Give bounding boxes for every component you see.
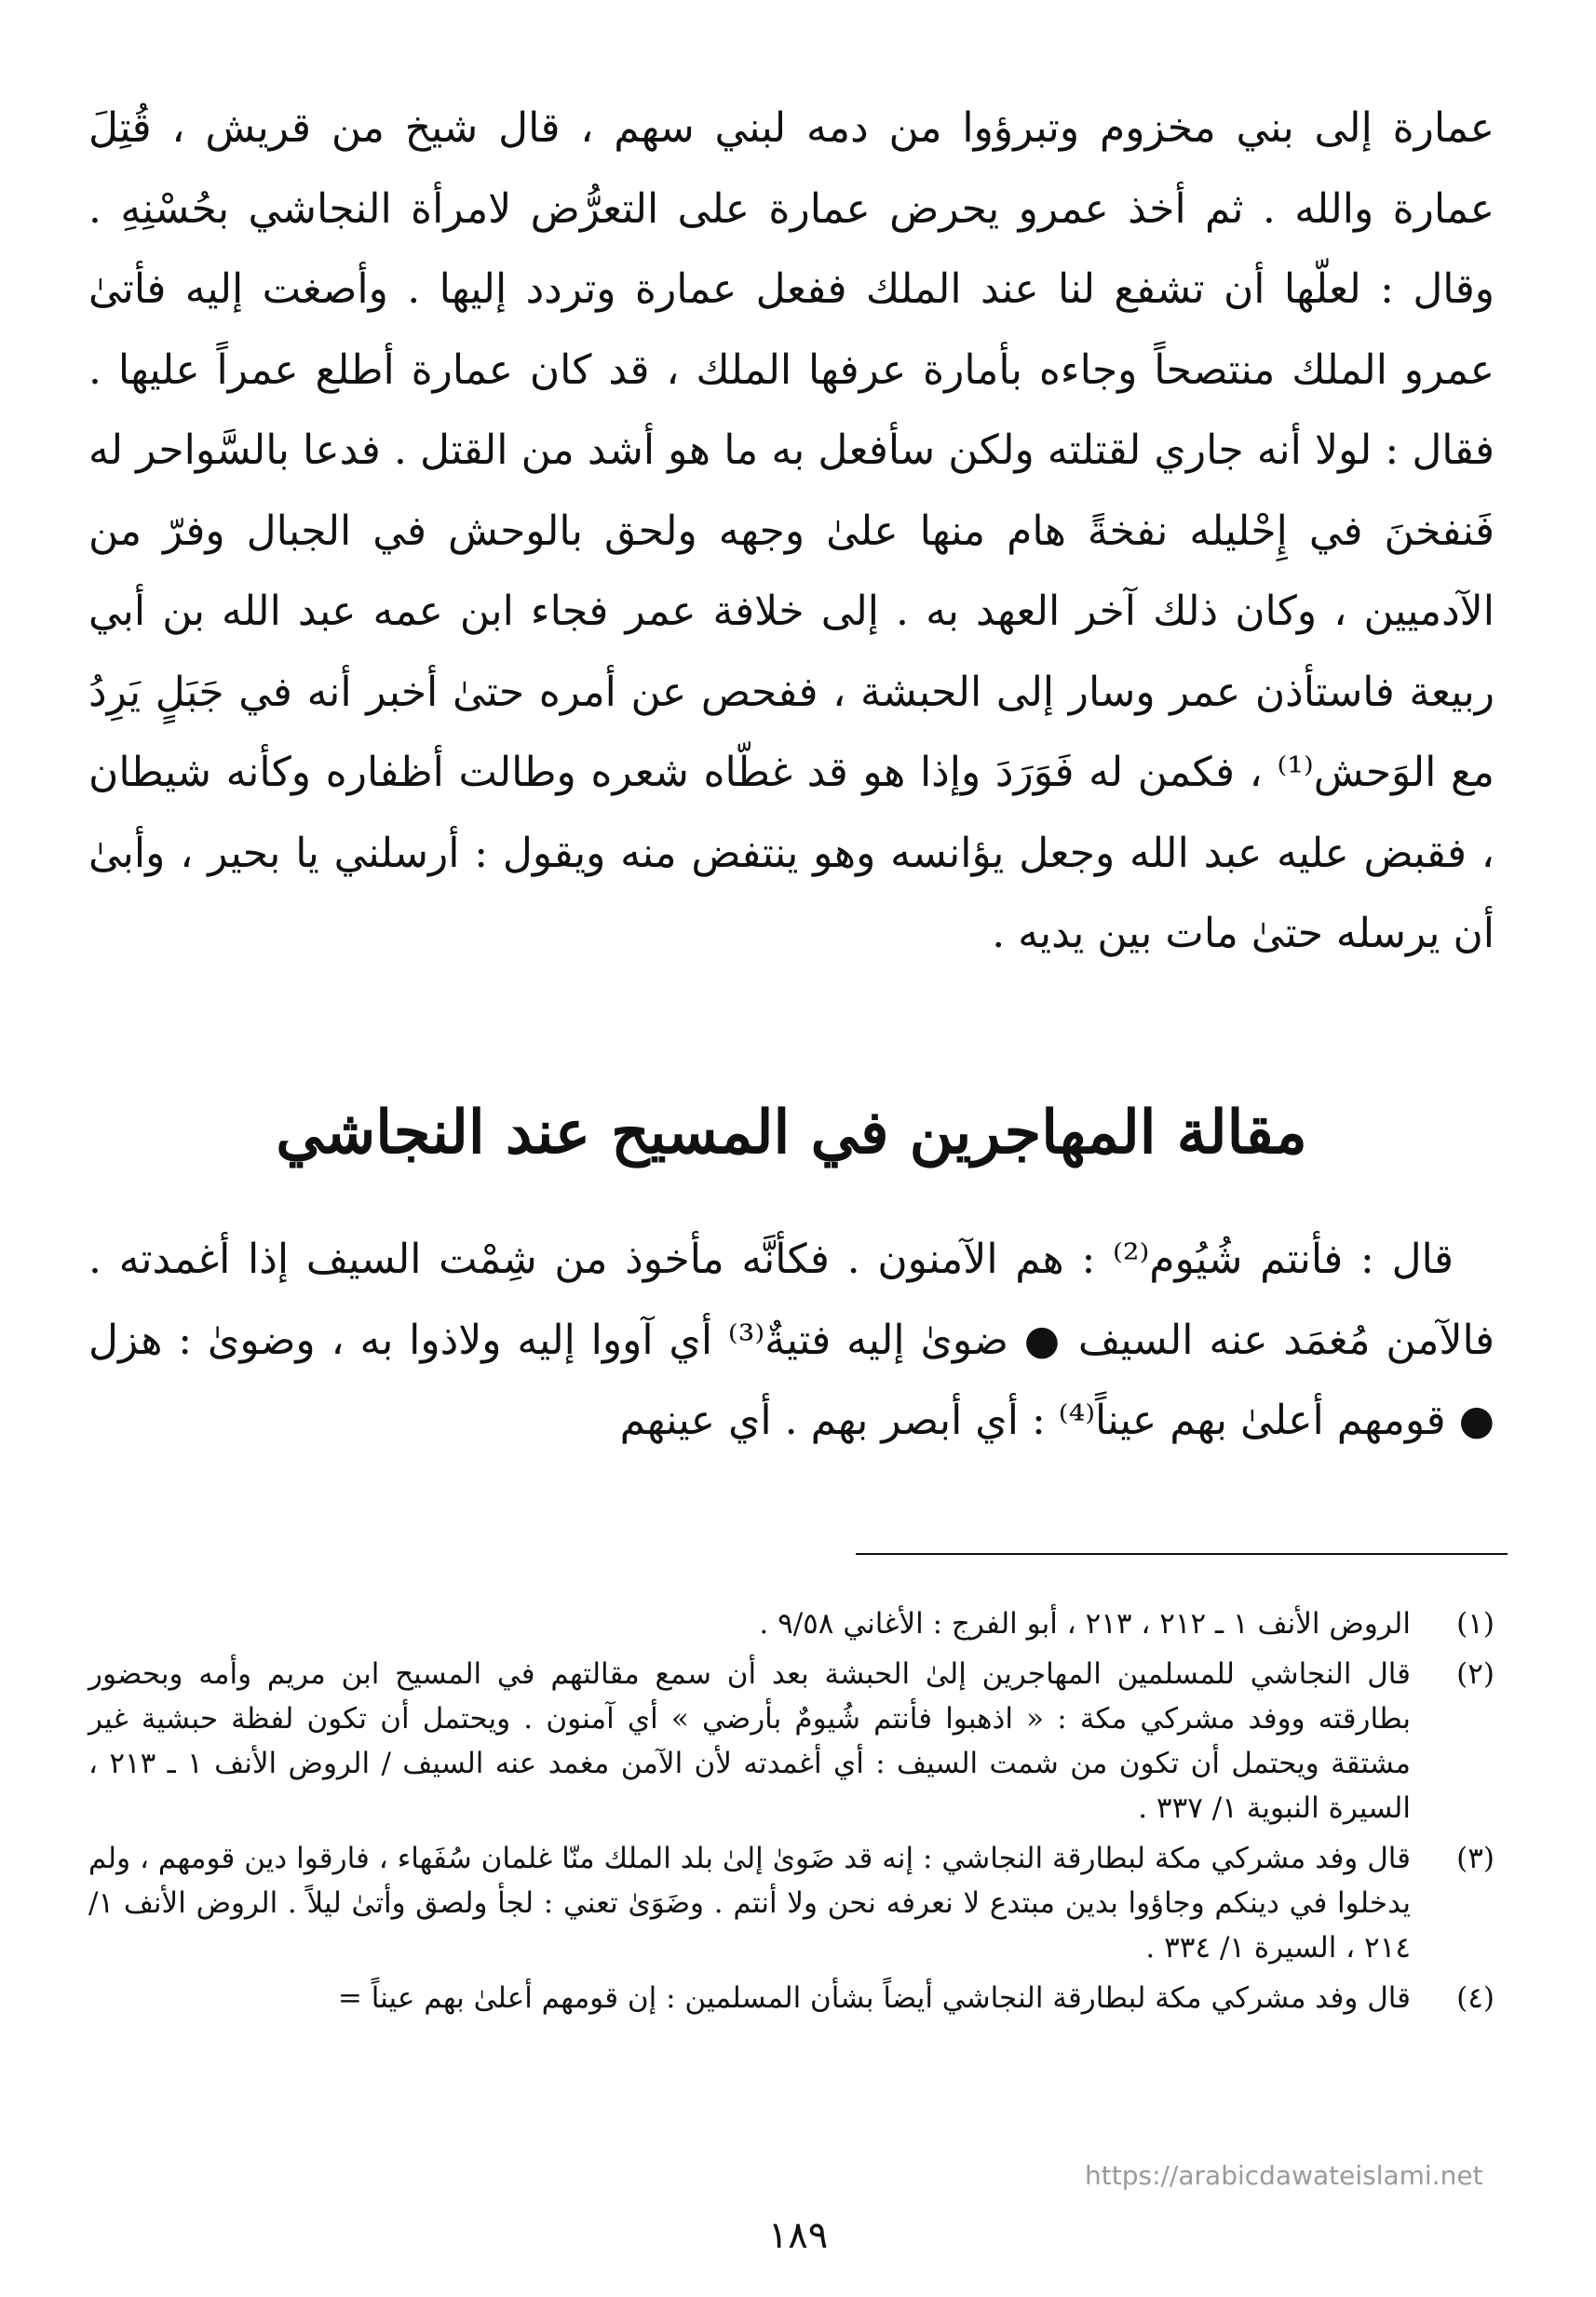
page-number: ١٨٩ (767, 2214, 829, 2257)
footnote-4 (88, 1976, 1495, 2020)
footnotes (88, 1601, 1495, 2026)
footnote-number: (٤) (1456, 1981, 1495, 2015)
footnote-2 (88, 1652, 1495, 1831)
paragraph-main: عمارة إلى بني مخزوم وتبرؤوا من دمه لبني سهم ، قال شيخ من قريش ، قُتِلَ عمارة والله . ثم أخذ عمرو يحرض عمارة على التعرُّض لامرأة النجاشي بحُسْنِهِ . وقال : لعلّها أن تشفع لنا عند الملك ففعل عمارة وتردد إليها . وأصغت إليه فأتىٰ عمرو الملك منتصحاً وجاءه بأمارة عرفها الملك ، قد كان عمارة أطلع عمراً عليها . فقال : لولا أنه جاري لقتلته ولكن سأفعل به ما هو أشد من القتل . فدعا بالسَّواحر له فَنفخنَ في إِحْليله نفخةً هام منها علىٰ وجهه ولحق بالوحش في الجبال وفرّ من الآدميين ، وكان ذلك آخر العهد به . إلى خلافة عمر فجاء ابن عمه عبد الله بن أبي ربيعة فاستأذن عمر وسار إلى الحبشة ، ففحص عن أمره حتىٰ أخبر أنه في جَبَلٍ يَرِدُ مع الوَحش⁽¹⁾ ، فكمن له فَوَرَدَ وإذا هو قد غطّاه شعره وطالت أظفاره وكأنه شيطان ، فقبض عليه عبد الله وجعل يؤانسه وهو ينتفض منه ويقول : أرسلني يا بحير ، وأبىٰ أن يرسله حتىٰ مات بين يديه . (88, 104, 1495, 957)
footnote-number: (٣) (1456, 1842, 1495, 1875)
footnote-1 (88, 1601, 1495, 1646)
footnote-number: (٢) (1456, 1657, 1495, 1691)
section-heading: مقالة المهاجرين في المسيح عند النجاشي (276, 1098, 1307, 1168)
watermark-url: https://arabicdawateislami.net (1085, 2160, 1483, 2191)
footnote-3 (88, 1836, 1495, 1970)
footnote-number: (١) (1456, 1607, 1495, 1641)
footnote-text: قال النجاشي للمسلمين المهاجرين إلىٰ الحبشة بعد أن سمع مقالتهم في المسيح ابن مريم وأمه وبحضور بطارقته ووفد مشركي مكة : « اذهبوا فأنتم شُيومٌ بأرضي » أي آمنون . ويحتمل أن تكون لفظة حبشية غير مشتقة ويحتمل أن تكون من شمت السيف : أي أغمدته لأن الآمن مغمد عنه السيف / الروض الأنف ١ ـ ٢١٣ ، السيرة النبوية ١/ ٣٣٧ . (88, 1657, 1411, 1825)
main-text (88, 88, 1495, 975)
section-text (88, 1220, 1495, 1462)
footnote-text: قال وفد مشركي مكة لبطارقة النجاشي أيضاً بشأن المسلمين : إن قومهم أعلىٰ بهم عيناً = (337, 1981, 1411, 2015)
footnote-separator (856, 1553, 1508, 1555)
footnote-text: قال وفد مشركي مكة لبطارقة النجاشي : إنه قد ضَوىٰ إلىٰ بلد الملك منّا غلمان سُفَهاء ، فارقوا دين قومهم ، ولم يدخلوا في دينكم وجاؤوا بدين مبتدع لا نعرفه نحن ولا أنتم . وضَوَىٰ تعني : لجأ ولصق وأتىٰ ليلاً . الروض الأنف ١/ ٢١٤ ، السيرة ١/ ٣٣٤ . (88, 1842, 1411, 1965)
paragraph-section: قال : فأنتم شُيُوم⁽²⁾ : هم الآمنون . فكأنَّه مأخوذ من شِمْت السيف إذا أغمدته . فالآمن مُغمَد عنه السيف ● ضوىٰ إليه فتيةٌ⁽³⁾ أي آووا إليه ولاذوا به ، وضوىٰ : هزل ● قومهم أعلىٰ بهم عيناً⁽⁴⁾ : أي أبصر بهم . أي عينهم (88, 1236, 1495, 1444)
footnote-text: الروض الأنف ١ ـ ٢١٢ ، ٢١٣ ، أبو الفرج : الأغاني ٩/٥٨ . (759, 1607, 1411, 1641)
